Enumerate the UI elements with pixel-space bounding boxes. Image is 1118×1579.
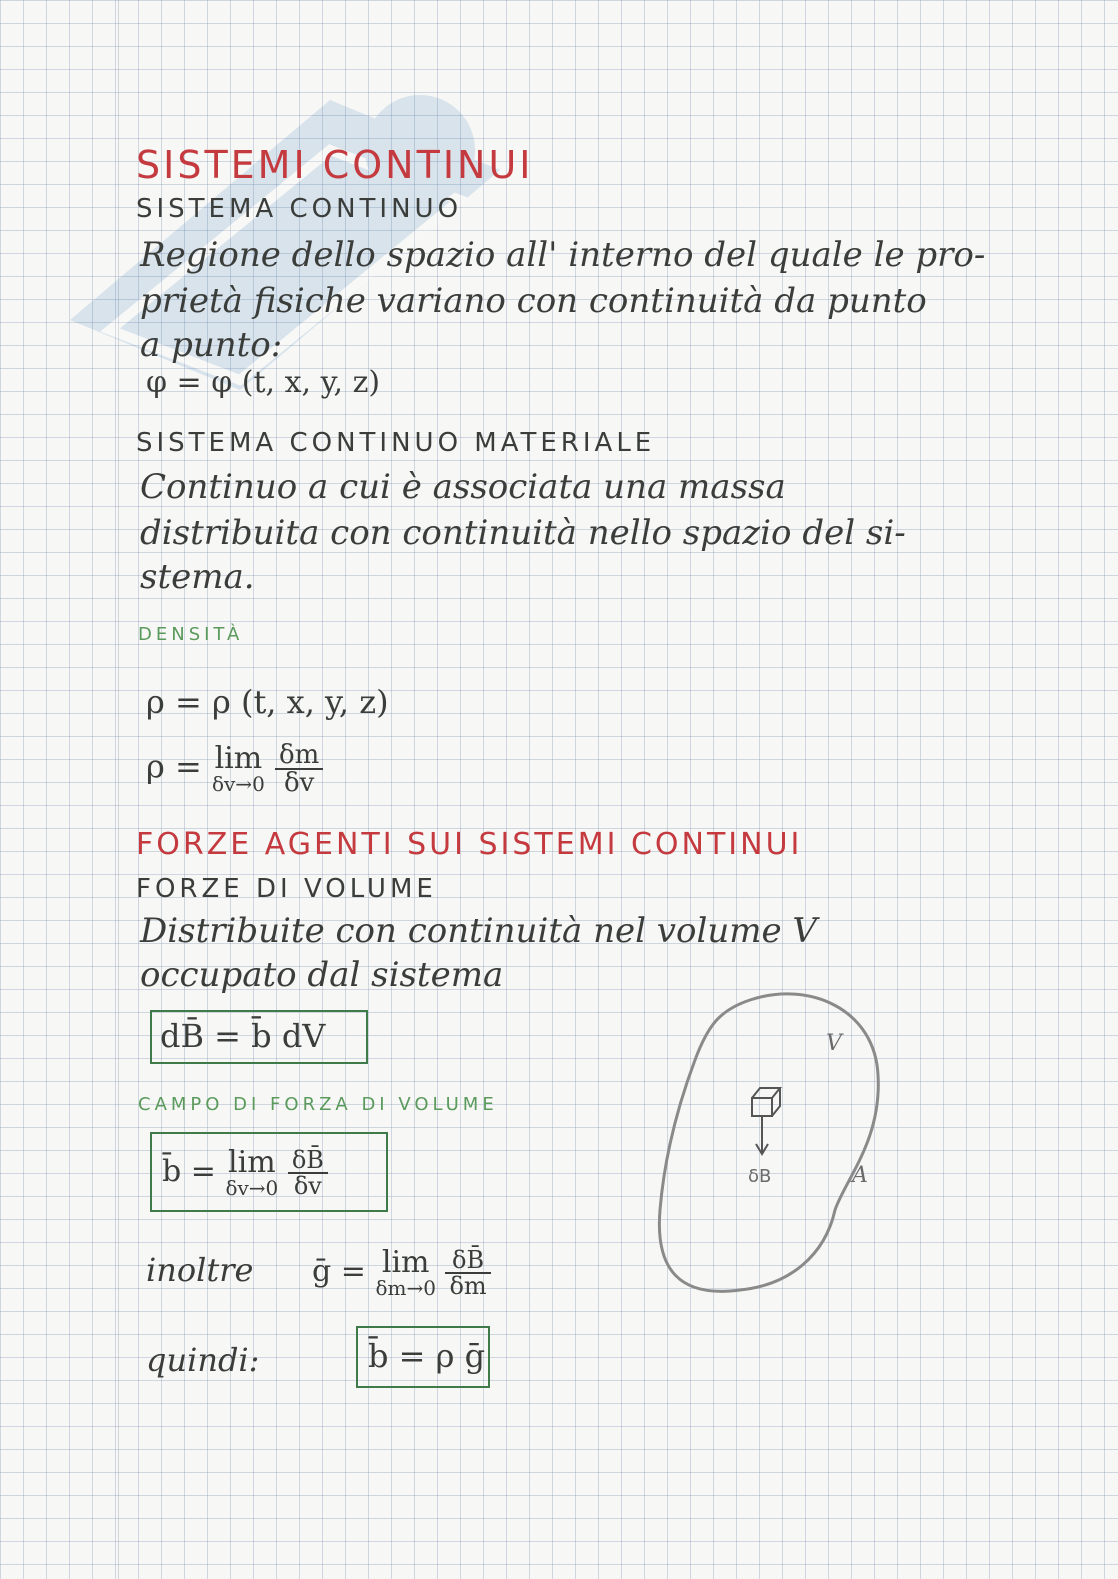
word-quindi: quindi: <box>146 1341 260 1379</box>
fraction <box>445 1248 490 1298</box>
denominator: δv <box>283 768 315 798</box>
formula-phi: φ = φ (t, x, y, z) <box>146 365 381 400</box>
volume-diagram <box>640 980 900 1300</box>
lhs: ḡ = <box>312 1254 366 1289</box>
section-heading-forze-volume: FORZE DI VOLUME <box>136 874 437 904</box>
label-db: δB <box>748 1166 772 1187</box>
lhs: b̄ = <box>162 1154 216 1189</box>
text-line: stema. <box>140 557 255 597</box>
numerator: δB̄ <box>288 1148 328 1174</box>
formula-final: b̄ = ρ ḡ <box>368 1337 486 1375</box>
lim-condition: δm→0 <box>375 1276 436 1300</box>
text-line: Distribuite con continuità nel volume V <box>140 911 817 951</box>
text-line: Regione dello spazio all' interno del quale le pro- <box>140 235 986 275</box>
formula-db: dB̄ = b̄ dV <box>160 1017 326 1055</box>
section-heading-continuo-materiale: SISTEMA CONTINUO MATERIALE <box>136 428 656 458</box>
cube-icon <box>752 1088 780 1116</box>
page-title: SISTEMI CONTINUI <box>136 143 534 187</box>
fraction <box>288 1148 328 1198</box>
numerator: δB̄ <box>445 1248 490 1274</box>
limit <box>211 741 265 796</box>
volume-outline <box>659 994 878 1291</box>
limit <box>375 1245 436 1300</box>
limit <box>225 1145 279 1200</box>
fraction <box>275 742 323 796</box>
forces-title: FORZE AGENTI SUI SISTEMI CONTINUI <box>136 827 803 862</box>
label-v: V <box>826 1031 842 1056</box>
lim-text: lim <box>381 1245 430 1280</box>
denominator: δv <box>293 1172 322 1200</box>
field-label: CAMPO DI FORZA DI VOLUME <box>138 1094 498 1115</box>
formula-density-limit <box>146 742 323 796</box>
lim-text: lim <box>214 741 263 776</box>
text-line: distribuita con continuità nello spazio del si- <box>140 513 906 553</box>
text-line: prietà fisiche variano con continuità da punto <box>140 281 927 321</box>
denominator: δm <box>449 1272 487 1300</box>
formula-field <box>162 1145 328 1200</box>
numerator: δm <box>275 742 323 770</box>
lim-condition: δv→0 <box>225 1176 279 1200</box>
text-line: Continuo a cui è associata una massa <box>140 467 786 507</box>
text-line: occupato dal sistema <box>140 955 504 995</box>
text-line: a punto: <box>140 325 283 365</box>
word-inoltre: inoltre <box>146 1251 254 1289</box>
label-a: A <box>852 1163 868 1188</box>
formula-g <box>312 1245 491 1300</box>
lim-condition: δv→0 <box>211 772 265 796</box>
formula-density: ρ = ρ (t, x, y, z) <box>146 683 389 721</box>
lhs: ρ = <box>146 747 202 786</box>
section-heading-sistema-continuo: SISTEMA CONTINUO <box>136 194 463 224</box>
lim-text: lim <box>228 1145 276 1180</box>
density-label: DENSITÀ <box>138 624 244 645</box>
